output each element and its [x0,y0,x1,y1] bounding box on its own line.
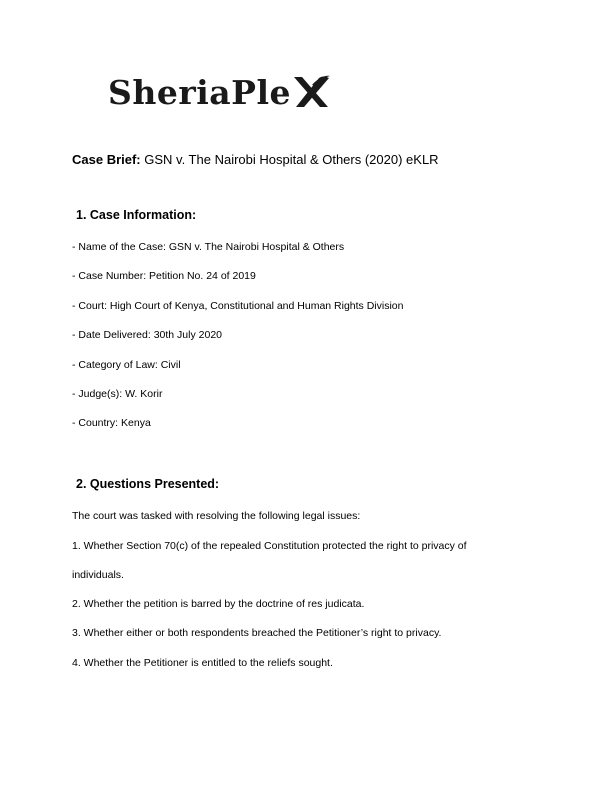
case-info-category: - Category of Law: Civil [72,359,181,371]
brand-name: SheriaPle [108,73,291,112]
question-item: 3. Whether either or both respondents breached the Petitioner’s right to privacy. [72,627,442,639]
questions-intro: The court was tasked with resolving the following legal issues: [72,510,361,522]
case-info-number: - Case Number: Petition No. 24 of 2019 [72,270,256,282]
brand-x-mark [292,75,330,109]
case-info-court: - Court: High Court of Kenya, Constitutional and Human Rights Division [72,300,404,312]
case-brief-name: GSN v. The Nairobi Hospital & Others (2020) eKLR [140,152,439,167]
question-item: 2. Whether the petition is barred by the doctrine of res judicata. [72,598,365,610]
case-info-date: - Date Delivered: 30th July 2020 [72,329,222,341]
section-heading-questions-presented: 2. Questions Presented: [76,477,220,491]
case-info-name: - Name of the Case: GSN v. The Nairobi Hospital & Others [72,241,345,253]
question-item: 1. Whether Section 70(c) of the repealed Constitution protected the right to privacy of [72,540,467,552]
case-info-country: - Country: Kenya [72,417,151,429]
case-info-judge: - Judge(s): W. Korir [72,388,163,400]
case-brief-title [72,152,439,168]
section-heading-case-information: 1. Case Information: [76,208,197,222]
brand-logo [108,73,330,112]
question-item-continuation: individuals. [72,569,124,581]
case-brief-label: Case Brief: [72,152,141,167]
question-item: 4. Whether the Petitioner is entitled to the reliefs sought. [72,657,333,669]
